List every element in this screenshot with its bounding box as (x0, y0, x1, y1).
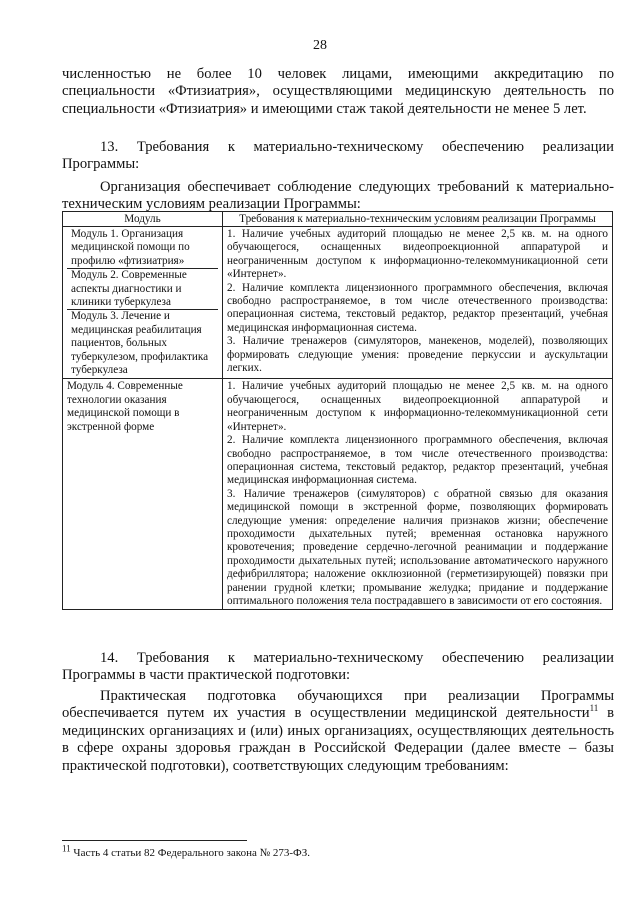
page-number: 28 (313, 38, 327, 53)
requirement-item: 2. Наличие комплекта лицензионного программного обеспечения, включая свободно распространяемое, в том числе отечественного производства: операционная система, текстовый редактор, редактор презентаций, учебная медицинская информационная система. (227, 434, 608, 487)
requirements-table (62, 211, 613, 610)
requirements-cell (223, 227, 613, 379)
requirement-item: 3. Наличие тренажеров (симуляторов, манекенов, моделей), позволяющих формировать следующие умения: проведение перкуссии и аускультации легких. (227, 335, 608, 375)
section-13-intro: Организация обеспечивает соблюдение следующих требований к материально-техническим условиям реализации Программы: (62, 179, 614, 213)
module-4: Модуль 4. Современные технологии оказания медицинской помощи в экстренной форме (63, 379, 223, 610)
requirement-item: 3. Наличие тренажеров (симуляторов) с обратной связью для оказания медицинской помощи в экстренной форме, позволяющих формировать следующие умения: определение наличия признаков жизни; обеспечение проходимости дыхательных путей; временная остановка наружного кровотечения; проведение сердечно-легочной реанимации и поддержание проходимости дыхательных путей; использование автоматического наружного дефибриллятора; наложение окклюзионной (герметизирующей) повязки при ранении грудной клетки; промывание желудка; придание и поддержание оптимального положения тела пострадавшего в зависимости от его состояния. (227, 487, 608, 607)
footnote-separator (62, 840, 247, 841)
requirement-item: 2. Наличие комплекта лицензионного программного обеспечения, включая свободно распространяемое, в том числе отечественного производства: операционная система, текстовый редактор, редактор презентаций, учебная медицинская информационная система. (227, 281, 608, 334)
module-2: Модуль 2. Современные аспекты диагностики и клиники туберкулеза (67, 269, 218, 310)
module-3: Модуль 3. Лечение и медицинская реабилитация пациентов, больных туберкулезом, профилактика туберкулеза (71, 310, 209, 377)
table-header-requirements: Требования к материально-техническим условиям реализации Программы (223, 212, 613, 227)
section-14-heading: 14. Требования к материально-техническому обеспечению реализации Программы в части практической подготовки: (62, 650, 614, 684)
practical-training-paragraph: Практическая подготовка обучающихся при реализации Программы обеспечивается путем их участия в осуществлении медицинской деятельности$^{11}$ в медицинских организациях и (или) иных организациях, осуществляющих деятельность в сфере охраны здоровья граждан в Российской Федерации (далее вместе – базы практической подготовки), соответствующих следующим требованиям: (62, 688, 614, 774)
section-13-heading: 13. Требования к материально-техническому обеспечению реализации Программы: (62, 139, 614, 173)
module-1: Модуль 1. Организация медицинской помощи по профилю «фтизиатрия» (67, 228, 218, 269)
requirement-item: 1. Наличие учебных аудиторий площадью не менее 2,5 кв. м. на одного обучающегося, оснащенных видеопроекционной аппаратурой и неограниченным доступом к информационно-телекоммуникационной сети «Интернет». (227, 228, 608, 281)
table-row (63, 227, 613, 379)
table-header-module: Модуль (63, 212, 223, 227)
paragraph-continuation: численностью не более 10 человек лицами, имеющими аккредитацию по специальности «Фтизиатрия», осуществляющими медицинскую деятельность по специальности «Фтизиатрия» и имеющими стаж такой деятельности не менее 5 лет. (62, 66, 614, 117)
table-row (63, 379, 613, 610)
footnote: $^{11}$ Часть 4 статьи 82 Федерального закона № 273-ФЗ. (62, 843, 310, 859)
footnote-ref: 11 (589, 703, 599, 714)
requirements-cell (223, 379, 613, 610)
modules-cell (63, 227, 223, 379)
requirement-item: 1. Наличие учебных аудиторий площадью не менее 2,5 кв. м. на одного обучающегося, оснащенных видеопроекционной аппаратурой и неограниченным доступом к информационно-телекоммуникационной сети «Интернет». (227, 380, 608, 433)
